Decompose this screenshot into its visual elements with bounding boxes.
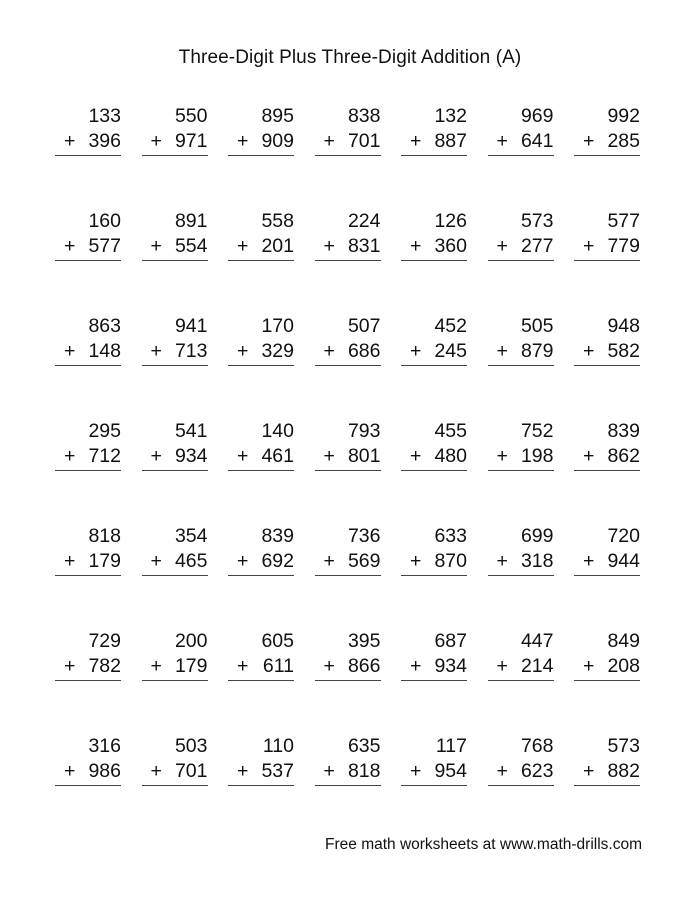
addend-bottom: 577 <box>88 235 121 257</box>
addend-bottom-row <box>488 129 554 156</box>
addition-problem <box>574 523 640 583</box>
addend-bottom-row <box>55 234 121 261</box>
addend-top: 969 <box>520 105 554 127</box>
addend-bottom-row <box>55 759 121 786</box>
addition-problem <box>142 313 208 373</box>
addend-top: 447 <box>520 630 554 652</box>
addend-bottom-row <box>228 759 294 786</box>
addend-bottom-row <box>55 444 121 471</box>
plus-sign: + <box>237 235 249 257</box>
addition-problem <box>574 418 640 478</box>
addend-bottom-row <box>228 549 294 576</box>
plus-sign: + <box>150 550 162 572</box>
addition-problem <box>315 313 381 373</box>
addend-bottom-row <box>142 129 208 156</box>
plus-sign: + <box>410 340 422 362</box>
addition-problem <box>315 733 381 793</box>
addition-problem <box>142 523 208 583</box>
plus-sign: + <box>583 235 595 257</box>
addend-top: 838 <box>347 105 381 127</box>
addition-problem <box>55 628 121 688</box>
addition-problem <box>55 313 121 373</box>
addend-bottom: 944 <box>607 550 640 572</box>
plus-sign: + <box>583 760 595 782</box>
addend-top: 133 <box>88 105 121 127</box>
plus-sign: + <box>410 760 422 782</box>
addend-bottom-row <box>228 654 294 681</box>
addend-bottom-row <box>142 444 208 471</box>
addition-problem <box>401 418 467 478</box>
addend-top: 455 <box>434 420 467 442</box>
addend-top: 839 <box>607 420 640 442</box>
addend-bottom-row <box>55 549 121 576</box>
addend-top: 793 <box>347 420 381 442</box>
addend-bottom: 554 <box>174 235 208 257</box>
addend-bottom: 360 <box>434 235 467 257</box>
plus-sign: + <box>583 340 595 362</box>
addition-problem <box>228 523 294 583</box>
addend-bottom-row <box>574 654 640 681</box>
plus-sign: + <box>150 340 162 362</box>
addend-bottom-row <box>401 759 467 786</box>
addition-problem <box>315 523 381 583</box>
addend-bottom: 285 <box>607 130 640 152</box>
addend-top: 110 <box>262 735 294 757</box>
addition-problem <box>55 208 121 268</box>
addition-problem <box>574 733 640 793</box>
addend-bottom-row <box>488 234 554 261</box>
addend-top: 200 <box>174 630 208 652</box>
plus-sign: + <box>410 130 422 152</box>
addend-top: 503 <box>174 735 208 757</box>
addend-bottom-row <box>488 654 554 681</box>
addend-bottom: 396 <box>88 130 121 152</box>
plus-sign: + <box>64 550 76 572</box>
addend-top: 818 <box>88 525 121 547</box>
addend-bottom-row <box>488 339 554 366</box>
addend-bottom-row <box>228 234 294 261</box>
addend-bottom-row <box>228 129 294 156</box>
addend-bottom-row <box>488 444 554 471</box>
plus-sign: + <box>237 655 249 677</box>
addition-problem <box>315 208 381 268</box>
addend-bottom: 801 <box>347 445 381 467</box>
addend-top: 132 <box>434 105 467 127</box>
addend-bottom: 971 <box>174 130 208 152</box>
addend-top: 126 <box>434 210 467 232</box>
addition-problem <box>142 208 208 268</box>
addend-bottom: 879 <box>520 340 554 362</box>
addition-problem <box>401 103 467 163</box>
plus-sign: + <box>237 760 249 782</box>
plus-sign: + <box>237 445 249 467</box>
plus-sign: + <box>583 550 595 572</box>
addend-top: 573 <box>520 210 554 232</box>
addend-top: 395 <box>347 630 381 652</box>
addend-bottom: 866 <box>347 655 381 677</box>
addend-bottom: 179 <box>88 550 121 572</box>
addend-bottom-row <box>55 339 121 366</box>
addend-bottom: 831 <box>347 235 381 257</box>
addend-bottom-row <box>315 654 381 681</box>
plus-sign: + <box>150 760 162 782</box>
addend-bottom: 179 <box>174 655 208 677</box>
plus-sign: + <box>64 340 76 362</box>
addend-top: 839 <box>261 525 294 547</box>
addition-problem <box>55 733 121 793</box>
addition-problem <box>228 208 294 268</box>
plus-sign: + <box>323 445 335 467</box>
addend-top: 505 <box>520 315 554 337</box>
addend-bottom-row <box>142 759 208 786</box>
addend-top: 140 <box>261 420 294 442</box>
plus-sign: + <box>150 130 162 152</box>
addend-bottom-row <box>401 129 467 156</box>
addend-bottom-row <box>574 549 640 576</box>
addend-bottom-row <box>315 339 381 366</box>
plus-sign: + <box>323 235 335 257</box>
addend-bottom: 870 <box>434 550 467 572</box>
plus-sign: + <box>64 130 76 152</box>
addend-bottom-row <box>315 759 381 786</box>
addend-bottom: 208 <box>607 655 640 677</box>
plus-sign: + <box>323 130 335 152</box>
addend-bottom-row <box>55 129 121 156</box>
addend-top: 577 <box>607 210 640 232</box>
plus-sign: + <box>583 130 595 152</box>
addition-problem <box>488 313 554 373</box>
addend-bottom-row <box>488 549 554 576</box>
addend-top: 558 <box>261 210 294 232</box>
addition-problem <box>488 628 554 688</box>
addition-problem <box>55 523 121 583</box>
footer-text: Free math worksheets at www.math-drills.com <box>325 836 642 853</box>
addend-bottom: 201 <box>261 235 294 257</box>
addend-top: 699 <box>520 525 554 547</box>
addition-problem <box>228 418 294 478</box>
addend-top: 354 <box>174 525 208 547</box>
addend-top: 316 <box>88 735 121 757</box>
addend-bottom: 537 <box>261 760 294 782</box>
addend-bottom-row <box>401 339 467 366</box>
plus-sign: + <box>323 760 335 782</box>
plus-sign: + <box>496 550 508 572</box>
addend-bottom-row <box>55 654 121 681</box>
addition-problem <box>142 418 208 478</box>
page-title: Three-Digit Plus Three-Digit Addition (A) <box>178 47 522 68</box>
addend-bottom: 909 <box>261 130 294 152</box>
plus-sign: + <box>323 655 335 677</box>
addend-top: 452 <box>434 315 467 337</box>
addend-top: 891 <box>174 210 208 232</box>
plus-sign: + <box>150 235 162 257</box>
addend-top: 863 <box>88 315 121 337</box>
addend-top: 687 <box>434 630 467 652</box>
addend-bottom-row <box>142 549 208 576</box>
plus-sign: + <box>583 655 595 677</box>
addition-problem <box>574 313 640 373</box>
addition-problem <box>401 733 467 793</box>
addition-problem <box>488 103 554 163</box>
addend-bottom-row <box>228 444 294 471</box>
addend-bottom: 986 <box>88 760 121 782</box>
problem-grid <box>55 103 640 793</box>
addend-bottom: 318 <box>520 550 554 572</box>
addition-problem <box>142 733 208 793</box>
plus-sign: + <box>496 340 508 362</box>
plus-sign: + <box>150 655 162 677</box>
addend-bottom: 782 <box>88 655 121 677</box>
addend-bottom-row <box>315 129 381 156</box>
plus-sign: + <box>323 550 335 572</box>
plus-sign: + <box>496 235 508 257</box>
addend-bottom: 934 <box>174 445 208 467</box>
plus-sign: + <box>237 550 249 572</box>
addend-bottom: 686 <box>347 340 381 362</box>
addend-bottom: 701 <box>174 760 208 782</box>
addition-problem <box>401 313 467 373</box>
plus-sign: + <box>496 130 508 152</box>
addition-problem <box>488 208 554 268</box>
addend-bottom: 954 <box>434 760 467 782</box>
addend-bottom-row <box>142 654 208 681</box>
plus-sign: + <box>150 445 162 467</box>
addend-top: 768 <box>520 735 554 757</box>
addition-problem <box>488 523 554 583</box>
addend-top: 941 <box>174 315 208 337</box>
addend-bottom: 713 <box>174 340 208 362</box>
addition-problem <box>142 628 208 688</box>
addend-top: 160 <box>88 210 121 232</box>
addend-top: 895 <box>261 105 294 127</box>
plus-sign: + <box>323 340 335 362</box>
addend-bottom: 198 <box>520 445 554 467</box>
addition-problem <box>315 628 381 688</box>
addend-bottom: 862 <box>607 445 640 467</box>
addend-bottom-row <box>401 549 467 576</box>
addition-problem <box>55 103 121 163</box>
addend-top: 550 <box>174 105 208 127</box>
addition-problem <box>488 733 554 793</box>
plus-sign: + <box>496 655 508 677</box>
addition-problem <box>142 103 208 163</box>
addend-top: 633 <box>434 525 467 547</box>
plus-sign: + <box>64 655 76 677</box>
addend-top: 117 <box>435 735 467 757</box>
addition-problem <box>315 103 381 163</box>
plus-sign: + <box>237 340 249 362</box>
addition-problem <box>55 418 121 478</box>
addend-top: 573 <box>607 735 640 757</box>
addition-problem <box>401 628 467 688</box>
addend-bottom: 569 <box>347 550 381 572</box>
plus-sign: + <box>64 445 76 467</box>
addend-top: 992 <box>607 105 640 127</box>
addend-bottom: 701 <box>347 130 381 152</box>
addend-bottom-row <box>228 339 294 366</box>
plus-sign: + <box>64 235 76 257</box>
addend-bottom-row <box>574 234 640 261</box>
addend-top: 605 <box>261 630 294 652</box>
addition-problem <box>488 418 554 478</box>
addend-bottom: 692 <box>261 550 294 572</box>
addend-bottom: 214 <box>520 655 554 677</box>
plus-sign: + <box>410 235 422 257</box>
plus-sign: + <box>410 445 422 467</box>
addend-top: 736 <box>347 525 381 547</box>
addition-problem <box>228 313 294 373</box>
addend-bottom: 779 <box>607 235 640 257</box>
addend-bottom: 818 <box>347 760 381 782</box>
addend-bottom-row <box>315 549 381 576</box>
plus-sign: + <box>583 445 595 467</box>
addend-top: 295 <box>88 420 121 442</box>
addend-top: 720 <box>607 525 640 547</box>
addend-top: 170 <box>261 315 294 337</box>
addend-bottom: 623 <box>520 760 554 782</box>
addend-bottom-row <box>401 654 467 681</box>
addend-bottom-row <box>315 444 381 471</box>
addend-bottom: 461 <box>261 445 294 467</box>
addition-problem <box>574 103 640 163</box>
addend-bottom-row <box>315 234 381 261</box>
addition-problem <box>401 208 467 268</box>
addition-problem <box>228 103 294 163</box>
addend-bottom: 465 <box>174 550 208 572</box>
addend-bottom: 480 <box>434 445 467 467</box>
plus-sign: + <box>496 445 508 467</box>
addend-bottom-row <box>142 339 208 366</box>
addend-bottom: 245 <box>434 340 467 362</box>
addend-bottom: 934 <box>434 655 467 677</box>
addend-top: 635 <box>347 735 381 757</box>
addend-top: 541 <box>174 420 208 442</box>
addend-top: 948 <box>607 315 640 337</box>
addition-problem <box>228 628 294 688</box>
addend-bottom: 329 <box>261 340 294 362</box>
addend-bottom-row <box>574 129 640 156</box>
addend-bottom: 712 <box>88 445 121 467</box>
addend-top: 752 <box>520 420 554 442</box>
addend-bottom: 277 <box>520 235 554 257</box>
addend-bottom-row <box>401 444 467 471</box>
plus-sign: + <box>237 130 249 152</box>
plus-sign: + <box>410 550 422 572</box>
addend-bottom: 148 <box>88 340 121 362</box>
addend-bottom-row <box>574 444 640 471</box>
addend-top: 224 <box>347 210 381 232</box>
addition-problem <box>574 208 640 268</box>
addend-top: 507 <box>347 315 381 337</box>
addend-bottom: 641 <box>520 130 554 152</box>
addend-bottom-row <box>401 234 467 261</box>
addend-bottom-row <box>574 759 640 786</box>
addition-problem <box>401 523 467 583</box>
addend-bottom: 582 <box>607 340 640 362</box>
plus-sign: + <box>410 655 422 677</box>
addend-top: 849 <box>607 630 640 652</box>
addend-bottom: 611 <box>262 655 294 677</box>
addend-bottom: 887 <box>434 130 467 152</box>
addend-bottom: 882 <box>607 760 640 782</box>
addition-problem <box>315 418 381 478</box>
addend-bottom-row <box>574 339 640 366</box>
plus-sign: + <box>64 760 76 782</box>
addend-top: 729 <box>88 630 121 652</box>
addition-problem <box>574 628 640 688</box>
addition-problem <box>228 733 294 793</box>
addend-bottom-row <box>142 234 208 261</box>
addend-bottom-row <box>488 759 554 786</box>
plus-sign: + <box>496 760 508 782</box>
